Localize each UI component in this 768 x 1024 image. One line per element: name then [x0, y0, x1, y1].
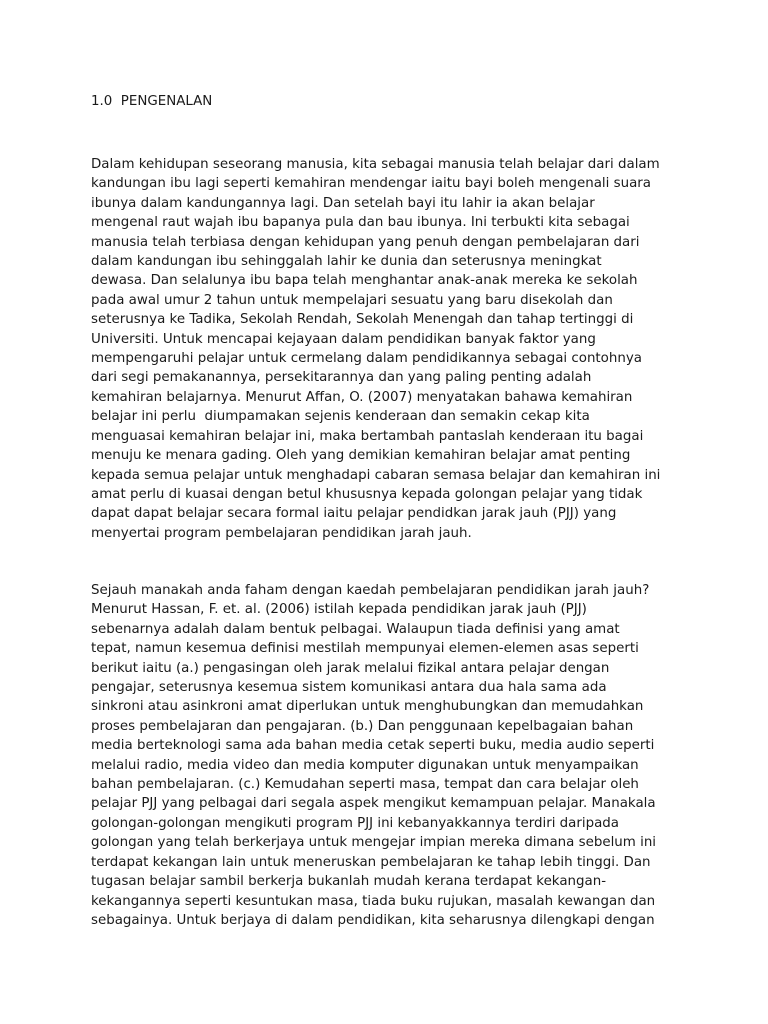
paragraph-line: tugasan belajar sambil berkerja bukanlah mudah kerana terdapat kekangan- [91, 874, 607, 890]
paragraph-line: menyertai program pembelajaran pendidikan jarah jauh. [91, 525, 472, 541]
paragraph-line: Universiti. Untuk mencapai kejayaan dalam pendidikan banyak faktor yang [91, 331, 596, 347]
paragraph-line: pelajar PJJ yang pelbagai dari segala aspek mengikut kemampuan pelajar. Manakala [91, 796, 656, 812]
paragraph-line: bahan pembelajaran. (c.) Kemudahan seperti masa, tempat dan cara belajar oleh [91, 777, 639, 793]
paragraph-line: berikut iaitu (a.) pengasingan oleh jarak melalui fizikal antara pelajar dengan [91, 660, 610, 676]
paragraph-line: dewasa. Dan selalunya ibu bapa telah menghantar anak-anak mereka ke sekolah [91, 273, 638, 289]
paragraph-line: pada awal umur 2 tahun untuk mempelajari sesuatu yang baru disekolah dan [91, 292, 613, 308]
paragraph-line: menguasai kemahiran belajar ini, maka bertambah pantaslah kenderaan itu bagai [91, 428, 644, 444]
paragraph-line: kekangannya seperti kesuntukan masa, tiada buku rujukan, masalah kewangan dan [91, 893, 656, 909]
paragraph-line: dapat dapat belajar secara formal iaitu pelajar pendidkan jarak jauh (PJJ) yang [91, 506, 617, 522]
paragraph-line: menuju ke menara gading. Oleh yang demikian kemahiran belajar amat penting [91, 448, 631, 464]
paragraph-introduction [91, 155, 691, 543]
paragraph-line: amat perlu di kuasai dengan betul khususnya kepada golongan pelajar yang tidak [91, 486, 643, 502]
paragraph-line: sebenarnya adalah dalam bentuk pelbagai. Walaupun tiada definisi yang amat [91, 621, 620, 637]
paragraph-line: kandungan ibu lagi seperti kemahiran mendengar iaitu bayi boleh mengenali suara [91, 176, 651, 192]
paragraph-line: Menurut Hassan, F. et. al. (2006) istilah kepada pendidikan jarak jauh (PJJ) [91, 602, 587, 618]
paragraph-line: tepat, namun kesemua definisi mestilah mempunyai elemen-elemen asas seperti [91, 641, 639, 657]
paragraph-distance-learning [91, 581, 691, 930]
paragraph-line: ibunya dalam kandungannya lagi. Dan setelah bayi itu lahir ia akan belajar [91, 195, 595, 211]
paragraph-line: pengajar, seterusnya kesemua sistem komunikasi antara dua hala sama ada [91, 680, 607, 696]
paragraph-line: mengenal raut wajah ibu bapanya pula dan bau ibunya. Ini terbukti kita sebagai [91, 215, 630, 231]
paragraph-line: kemahiran belajarnya. Menurut Affan, O. (2007) menyatakan bahawa kemahiran [91, 389, 633, 405]
paragraph-line: seterusnya ke Tadika, Sekolah Rendah, Sekolah Menengah dan tahap tertinggi di [91, 312, 634, 328]
paragraph-line: golongan-golongan mengikuti program PJJ ini kebanyakkannya terdiri daripada [91, 815, 620, 831]
paragraph-line: media berteknologi sama ada bahan media cetak seperti buku, media audio seperti [91, 738, 655, 754]
paragraph-line: terdapat kekangan lain untuk meneruskan pembelajaran ke tahap lebih tinggi. Dan [91, 854, 651, 870]
paragraph-line: mempengaruhi pelajar untuk cermelang dalam pendidikannya sebagai contohnya [91, 351, 642, 367]
paragraph-line: golongan yang telah berkerjaya untuk mengejar impian mereka dimana sebelum ini [91, 835, 657, 851]
paragraph-line: sebagainya. Untuk berjaya di dalam pendidikan, kita seharusnya dilengkapi dengan [91, 912, 655, 928]
paragraph-line: melalui radio, media video dan media komputer digunakan untuk menyampaikan [91, 757, 639, 773]
paragraph-line: sinkroni atau asinkroni amat diperlukan untuk menghubungkan dan memudahkan [91, 699, 644, 715]
section-heading: 1.0 PENGENALAN [91, 94, 213, 109]
paragraph-line: manusia telah terbiasa dengan kehidupan yang penuh dengan pembelajaran dari [91, 234, 640, 250]
paragraph-line: dari segi pemakanannya, persekitarannya dan yang paling penting adalah [91, 370, 592, 386]
paragraph-line: Dalam kehidupan seseorang manusia, kita sebagai manusia telah belajar dari dalam [91, 157, 660, 172]
paragraph-line: dalam kandungan ibu sehinggalah lahir ke dunia dan seterusnya meningkat [91, 254, 602, 270]
paragraph-line: kepada semua pelajar untuk menghadapi cabaran semasa belajar dan kemahiran ini [91, 467, 661, 483]
paragraph-line: belajar ini perlu diumpamakan sejenis kenderaan dan semakin cekap kita [91, 409, 590, 425]
paragraph-line: Sejauh manakah anda faham dengan kaedah pembelajaran pendidikan jarah jauh? [91, 583, 650, 598]
paragraph-line: proses pembelajaran dan pengajaran. (b.) Dan penggunaan kepelbagaian bahan [91, 718, 634, 734]
